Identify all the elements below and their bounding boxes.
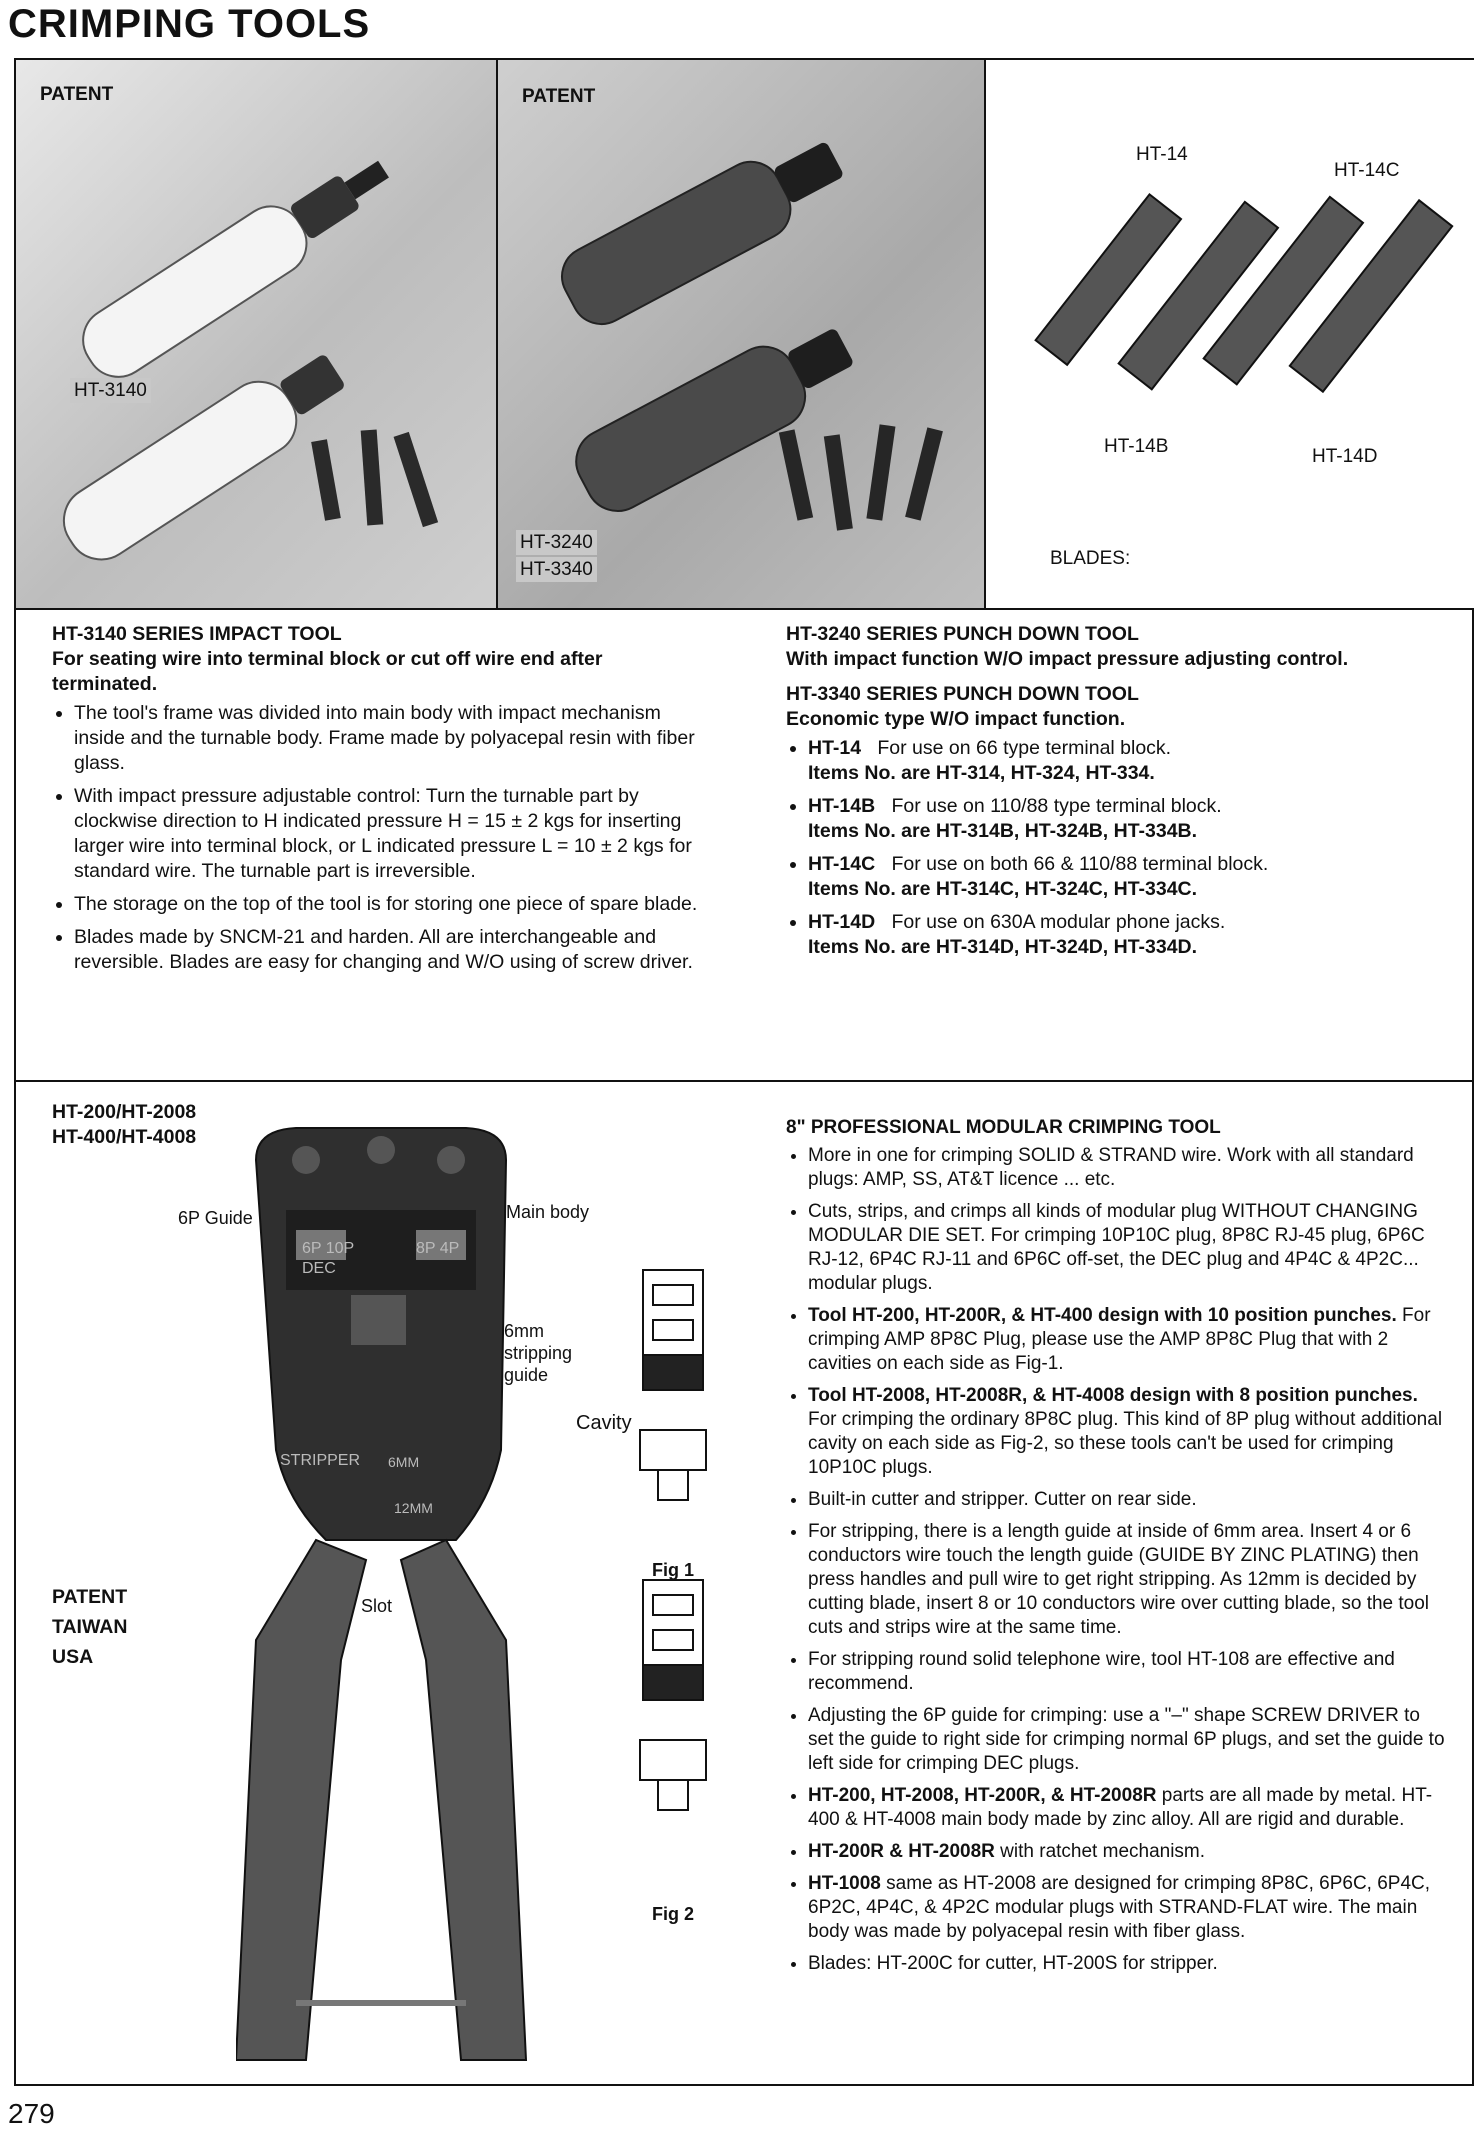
impact-tool-illustration [16, 60, 498, 608]
guide-callout: 6P Guide [178, 1208, 253, 1228]
blade-desc: For use on 110/88 type terminal block. [891, 795, 1222, 817]
bullet-text: Cuts, strips, and crimps all kinds of modular plug WITHOUT CHANGING MODULAR DIE SET. For crimping 10P10C plug, 8P8C RJ-45 plug, 6P6C RJ-12, 6P4C RJ-11 and 6P6C off-set, the DEC plug and 4P4C & 4P2C... modular plugs. [808, 1201, 1425, 1294]
list-item [808, 1304, 1446, 1376]
model-label-b: HT-3340 [516, 557, 597, 582]
mm12-label: 12MM [394, 1500, 433, 1516]
patent-line: USA [52, 1646, 94, 1668]
list-item [808, 1704, 1446, 1776]
list-item [808, 852, 1446, 902]
bullet-text: For stripping round solid telephone wire, tool HT-108 are effective and recommend. [808, 1649, 1395, 1694]
patent-line: TAIWAN [52, 1616, 128, 1638]
page-title: CRIMPING TOOLS [8, 2, 371, 46]
photo-impact-tool [16, 60, 498, 608]
slot-callout: Slot [361, 1596, 393, 1616]
list-item [808, 794, 1446, 844]
patent-label: PATENT [40, 84, 114, 105]
crimper-model-2: HT-400/HT-4008 [52, 1126, 197, 1148]
list-item [808, 1840, 1446, 1864]
bullet-text: parts are all made by metal. HT-400 & HT-4008 main body made by zinc alloy. All are rigid and durable. [808, 1785, 1433, 1830]
crimping-tool-heading: 8" PROFESSIONAL MODULAR CRIMPING TOOL [786, 1117, 1221, 1138]
list-item: • With impact pressure adjustable control: Turn the turnable part by clockwise direction to H indicated pressure H = 15 ± 2 kgs for inserting larger wire into terminal block, or L indicated pressure L = 10 ± 2 kgs for standard wire. The turnable part is irreversible. [74, 784, 712, 884]
blades-caption: BLADES: [1050, 548, 1131, 569]
crimper-model-1: HT-200/HT-2008 [52, 1101, 197, 1123]
list-item [808, 1520, 1446, 1640]
list-item [808, 1488, 1446, 1512]
blade-desc: For use on both 66 & 110/88 terminal block. [891, 853, 1269, 875]
bullet-text: Blades: HT-200C for cutter, HT-200S for stripper. [808, 1953, 1218, 1974]
blade-desc: For use on 630A modular phone jacks. [891, 911, 1226, 933]
patent-block [52, 1582, 172, 1672]
impact-tool-section [52, 622, 712, 983]
patent-line: PATENT [52, 1586, 128, 1608]
patent-label: PATENT [522, 86, 596, 107]
die-label-c: DEC [302, 1260, 336, 1277]
bullet-text: For crimping AMP 8P8C Plug, please use the AMP 8P8C Plug that with 2 cavities on each side as Fig-1. [808, 1305, 1431, 1374]
blades-illustration [986, 60, 1474, 608]
bullet-text: same as HT-2008 are designed for crimping 8P8C, 6P6C, 6P4C, 6P2C, 4P4C, & 4P2C modular plugs with STRAND-FLAT wire. The main body was made by polyacepal resin with fiber glass. [808, 1873, 1431, 1942]
fig2-label: Fig 2 [652, 1904, 695, 1924]
bullet-text: For stripping, there is a length guide at inside of 6mm area. Insert 4 or 6 conductors wire touch the length guide (GUIDE BY ZINC PLATING) then press handles and pull wire to get right stripping. As 12mm is decided by cutting blade, insert 8 or 10 conductors wire over cutting blade, so the tool cuts and strips wire at the same time. [808, 1521, 1430, 1638]
list-item: • Blades made by SNCM-21 and harden. All are interchangeable and reversible. Blades are easy for changing and W/O using of screw driver. [74, 925, 712, 975]
bullet-lead: HT-200, HT-2008, HT-200R, & HT-2008R [808, 1785, 1157, 1806]
punch-tool-section [786, 622, 1446, 968]
mm6-label: 6MM [388, 1454, 420, 1470]
blade-model: HT-14 [808, 737, 862, 759]
bullet-lead: Tool HT-2008, HT-2008R, & HT-4008 design with 8 position punches. [808, 1385, 1418, 1406]
blade-label-ht14b: HT-14B [1104, 436, 1169, 457]
list-item [808, 1952, 1446, 1976]
impact-tool-heading: HT-3140 SERIES IMPACT TOOL [52, 623, 342, 645]
crimping-tool-section [786, 1116, 1446, 1984]
die-label-a: 6P 10P [302, 1240, 355, 1257]
list-item [808, 1200, 1446, 1296]
bullet-lead: Tool HT-200, HT-200R, & HT-400 design with 10 position punches. [808, 1305, 1397, 1326]
list-item: • The storage on the top of the tool is for storing one piece of spare blade. [74, 892, 712, 917]
divider [16, 1080, 1472, 1082]
list-item [808, 1648, 1446, 1696]
punch-tool-heading-2: HT-3340 SERIES PUNCH DOWN TOOL [786, 683, 1139, 705]
blade-label-ht14: HT-14 [1136, 144, 1188, 165]
list-item [808, 1144, 1446, 1192]
fig1-label: Fig 1 [652, 1560, 695, 1580]
punch-tool-sub-1: With impact function W/O impact pressure adjusting control. [786, 648, 1349, 670]
bullet-text: Adjusting the 6P guide for crimping: use a "–" shape SCREW DRIVER to set the guide to right side for crimping normal 6P plugs, and set the guide to left side for crimping DEC plugs. [808, 1705, 1445, 1774]
blade-items: Items No. are HT-314C, HT-324C, HT-334C. [808, 878, 1198, 900]
divider [16, 608, 1472, 610]
list-item: • The tool's frame was divided into main body with impact mechanism inside and the turnable body. Frame made by polyacepal resin with fiber glass. [74, 701, 712, 776]
stripping-guide-callout: 6mm stripping guide [504, 1321, 573, 1385]
blade-items: Items No. are HT-314, HT-324, HT-334. [808, 762, 1155, 784]
list-item [808, 1384, 1446, 1480]
bullet-text: Built-in cutter and stripper. Cutter on rear side. [808, 1489, 1197, 1510]
punch-tool-sub-2: Economic type W/O impact function. [786, 708, 1126, 730]
die-label-b: 8P 4P [416, 1240, 460, 1257]
punch-tool-illustration [498, 60, 984, 608]
blade-desc: For use on 66 type terminal block. [877, 737, 1172, 759]
blade-items: Items No. are HT-314B, HT-324B, HT-334B. [808, 820, 1198, 842]
blade-label-ht14c: HT-14C [1334, 160, 1400, 181]
blade-model: HT-14B [808, 795, 876, 817]
punch-tool-heading-1: HT-3240 SERIES PUNCH DOWN TOOL [786, 623, 1139, 645]
list-item [808, 1784, 1446, 1832]
model-label: HT-3140 [70, 378, 151, 403]
bullet-lead: HT-1008 [808, 1873, 881, 1894]
photo-punch-tool [498, 60, 986, 608]
model-label-a: HT-3240 [516, 530, 597, 555]
list-item [808, 1872, 1446, 1944]
list-item [808, 910, 1446, 960]
bullet-text: For crimping the ordinary 8P8C plug. This kind of 8P plug without additional cavity on each side as Fig-2, so these tools can't be used for crimping 10P10C plugs. [808, 1409, 1443, 1478]
blade-model: HT-14C [808, 853, 876, 875]
main-body-callout: Main body [506, 1202, 590, 1222]
photo-blades [986, 60, 1474, 608]
blade-items: Items No. are HT-314D, HT-324D, HT-334D. [808, 936, 1198, 958]
catalog-frame [14, 58, 1474, 2086]
blade-model: HT-14D [808, 911, 876, 933]
bullet-text: with ratchet mechanism. [994, 1841, 1206, 1862]
impact-tool-subheading: For seating wire into terminal block or cut off wire end after terminated. [52, 648, 603, 695]
stripper-label: STRIPPER [280, 1452, 361, 1469]
cavity-callout: Cavity [576, 1412, 632, 1434]
blade-label-ht14d: HT-14D [1312, 446, 1378, 467]
bullet-lead: HT-200R & HT-2008R [808, 1841, 995, 1862]
page-number: 279 [8, 2098, 55, 2129]
list-item [808, 736, 1446, 786]
bullet-text: More in one for crimping SOLID & STRAND wire. Work with all standard plugs: AMP, SS, AT&T licence ... etc. [808, 1145, 1414, 1190]
